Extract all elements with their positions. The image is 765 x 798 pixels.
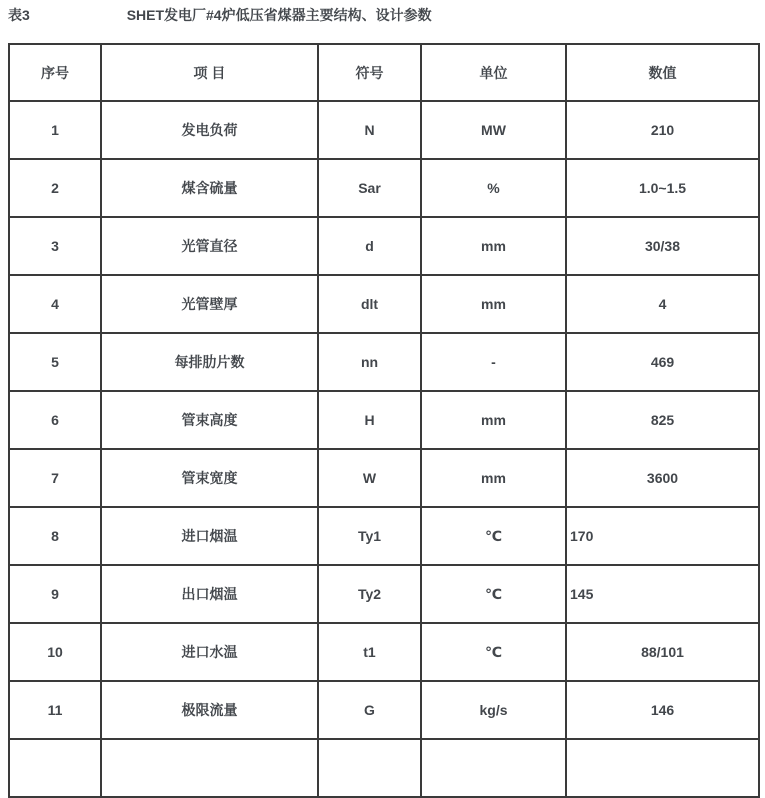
cell-value: 825 (566, 391, 759, 449)
table-row (9, 159, 759, 217)
cell-symbol: W (318, 449, 421, 507)
cell-no: 11 (9, 681, 101, 739)
table-row (9, 275, 759, 333)
cell-item: 发电负荷 (101, 101, 318, 159)
cell-item: 光管直径 (101, 217, 318, 275)
cell-item: 进口烟温 (101, 507, 318, 565)
table-number-label: 表3 (8, 7, 30, 23)
cell-no: 5 (9, 333, 101, 391)
cell-unit: ℃ (421, 623, 566, 681)
cell-item: 光管壁厚 (101, 275, 318, 333)
cell-symbol: G (318, 681, 421, 739)
cell-symbol: Sar (318, 159, 421, 217)
cell-item: 每排肋片数 (101, 333, 318, 391)
cell-item (101, 739, 318, 797)
table-row (9, 101, 759, 159)
cell-item: 进口水温 (101, 623, 318, 681)
cell-no: 6 (9, 391, 101, 449)
cell-symbol: N (318, 101, 421, 159)
cell-item: 煤含硫量 (101, 159, 318, 217)
cell-unit: mm (421, 217, 566, 275)
cell-unit: ℃ (421, 565, 566, 623)
table-row (9, 623, 759, 681)
table-row (9, 333, 759, 391)
cell-unit: - (421, 333, 566, 391)
cell-symbol: d (318, 217, 421, 275)
header-row (9, 44, 759, 101)
header-cell-item: 项 目 (101, 44, 318, 101)
cell-value: 30/38 (566, 217, 759, 275)
cell-value: 170 (566, 507, 759, 565)
cell-no: 9 (9, 565, 101, 623)
cell-no: 4 (9, 275, 101, 333)
cell-value: 210 (566, 101, 759, 159)
cell-value: 3600 (566, 449, 759, 507)
table-caption (0, 0, 765, 43)
cell-symbol: dlt (318, 275, 421, 333)
cell-unit: % (421, 159, 566, 217)
cell-item: 管束高度 (101, 391, 318, 449)
header-cell-unit: 单位 (421, 44, 566, 101)
cell-value: 146 (566, 681, 759, 739)
cell-symbol: t1 (318, 623, 421, 681)
parameters-table (8, 43, 760, 798)
cell-no: 7 (9, 449, 101, 507)
header-cell-symbol: 符号 (318, 44, 421, 101)
cell-unit: ℃ (421, 507, 566, 565)
cell-no: 10 (9, 623, 101, 681)
table-row (9, 739, 759, 797)
cell-value: 145 (566, 565, 759, 623)
table-row (9, 217, 759, 275)
cell-symbol: nn (318, 333, 421, 391)
cell-unit: mm (421, 391, 566, 449)
table-title: SHET发电厂#4炉低压省煤器主要结构、设计参数 (126, 7, 432, 23)
cell-unit (421, 739, 566, 797)
cell-symbol: Ty1 (318, 507, 421, 565)
table-row (9, 681, 759, 739)
cell-unit: mm (421, 275, 566, 333)
table-body (9, 101, 759, 797)
table-row (9, 449, 759, 507)
cell-symbol (318, 739, 421, 797)
cell-value: 1.0~1.5 (566, 159, 759, 217)
cell-unit: MW (421, 101, 566, 159)
header-cell-value: 数值 (566, 44, 759, 101)
cell-item: 管束宽度 (101, 449, 318, 507)
cell-symbol: H (318, 391, 421, 449)
cell-no: 2 (9, 159, 101, 217)
header-cell-no: 序号 (9, 44, 101, 101)
cell-value: 4 (566, 275, 759, 333)
cell-no: 8 (9, 507, 101, 565)
cell-unit: mm (421, 449, 566, 507)
table-row (9, 507, 759, 565)
cell-no: 3 (9, 217, 101, 275)
table-row (9, 565, 759, 623)
cell-item: 出口烟温 (101, 565, 318, 623)
cell-unit: kg/s (421, 681, 566, 739)
cell-value: 88/101 (566, 623, 759, 681)
cell-no (9, 739, 101, 797)
cell-symbol: Ty2 (318, 565, 421, 623)
cell-item: 极限流量 (101, 681, 318, 739)
cell-value (566, 739, 759, 797)
cell-no: 1 (9, 101, 101, 159)
table-row (9, 391, 759, 449)
cell-value: 469 (566, 333, 759, 391)
